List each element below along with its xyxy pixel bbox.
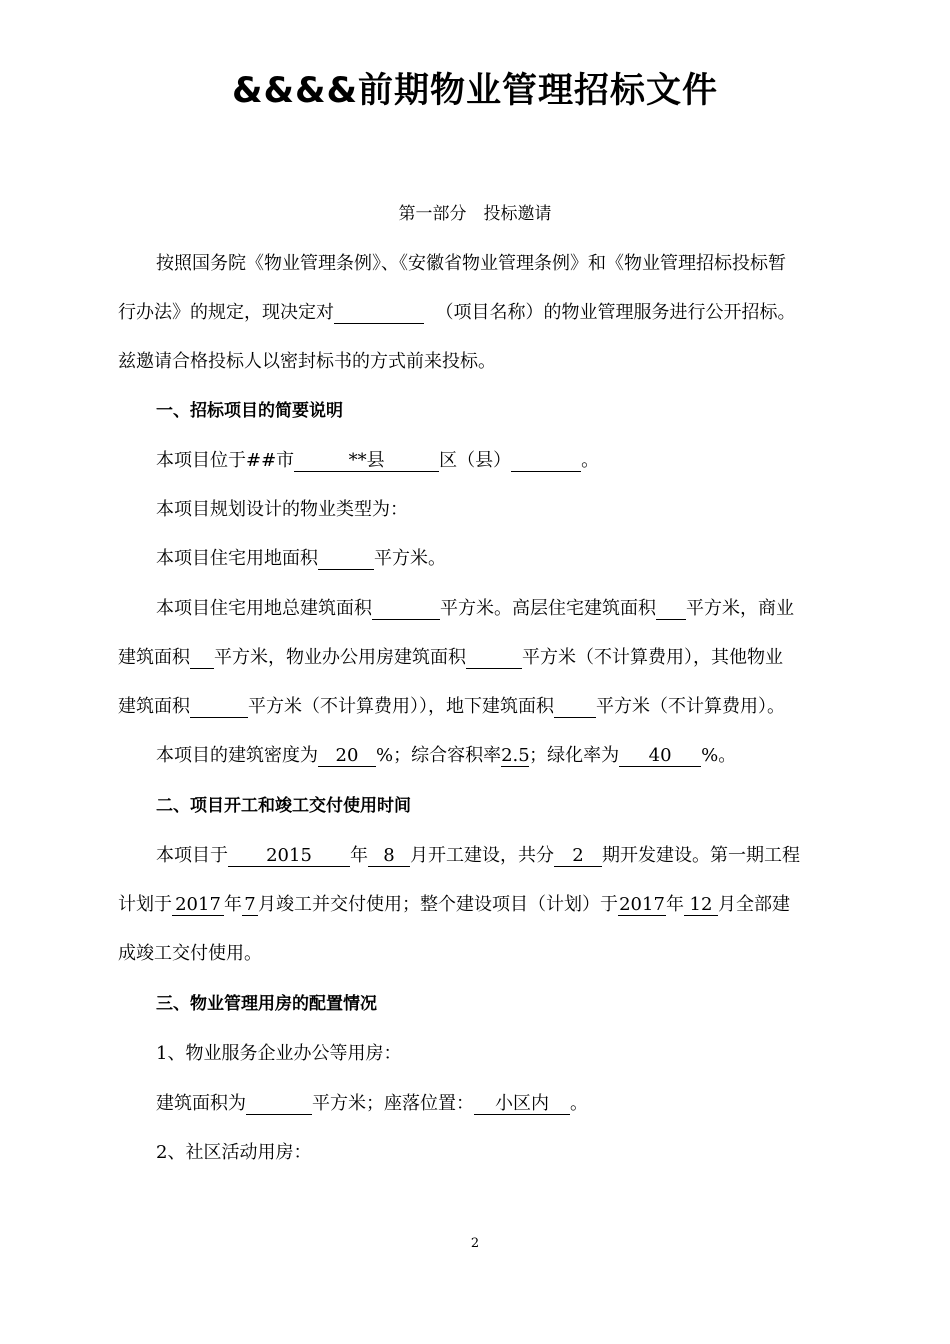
residential-land-blank — [318, 549, 374, 570]
document-title: &&&&前期物业管理招标文件 — [231, 71, 719, 111]
intro-line-3: 兹邀请合格投标人以密封标书的方式前来投标。 — [118, 351, 496, 372]
county-blank: **县 — [294, 451, 439, 472]
intro-line-1: 按照国务院《物业管理条例》、《安徽省物业管理条例》和《物业管理招标投标暂 — [156, 253, 786, 274]
schedule-line-1: 本项目于 2015 年 8 月开工建设，共分 2 期开发建设。第一期工程 — [156, 845, 800, 866]
completion-month-value: 12 — [684, 895, 718, 916]
district-blank — [511, 451, 581, 472]
start-year-value: 2015 — [228, 846, 350, 867]
schedule-line-3: 成竣工交付使用。 — [118, 943, 262, 964]
office-room-area-blank — [246, 1094, 312, 1115]
density-value: 20 — [318, 746, 376, 767]
highrise-area-blank — [656, 599, 686, 620]
density-line: 本项目的建筑密度为 20 %；综合容积率2.5；绿化率为 40 %。 — [156, 745, 737, 766]
residential-land-line: 本项目住宅用地面积 平方米。 — [156, 548, 446, 569]
total-area-blank — [372, 599, 440, 620]
location-line: 本项目位于##市 **县 区（县） 。 — [156, 450, 600, 471]
section-2-heading: 二、项目开工和竣工交付使用时间 — [156, 796, 411, 816]
schedule-line-2: 计划于 2017 年 7 月竣工并交付使用；整个建设项目（计划）于2017年 12 月全部建 — [118, 894, 790, 915]
office-room-item: 1、物业服务企业办公等用房： — [156, 1043, 402, 1064]
phase1-year-value: 2017 — [172, 895, 224, 916]
office-room-location: 小区内 — [474, 1094, 570, 1115]
underground-area-blank — [554, 697, 596, 718]
phases-value: 2 — [554, 846, 602, 867]
part-title: 第一部分 投标邀请 — [398, 204, 552, 224]
section-3-heading: 三、物业管理用房的配置情况 — [156, 994, 377, 1014]
building-area-line-3: 建筑面积 平方米（不计算费用）），地下建筑面积 平方米（不计算费用）。 — [118, 696, 785, 717]
property-type-line: 本项目规划设计的物业类型为： — [156, 499, 408, 520]
phase1-month-value: 7 — [242, 895, 258, 916]
section-1-heading: 一、招标项目的简要说明 — [156, 401, 343, 421]
completion-year-value: 2017 — [619, 894, 665, 915]
project-name-blank — [334, 303, 424, 324]
building-area-line-1: 本项目住宅用地总建筑面积 平方米。高层住宅建筑面积 平方米，商业 — [156, 598, 794, 619]
intro-line-2: 行办法》的规定，现决定对 （项目名称）的物业管理服务进行公开招标。 — [118, 302, 796, 323]
green-value: 40 — [619, 746, 701, 767]
far-value: 2.5 — [501, 745, 530, 766]
office-area-blank — [466, 648, 522, 669]
office-room-detail: 建筑面积为 平方米；座落位置： 小区内 。 — [156, 1093, 588, 1114]
other-area-blank — [190, 697, 248, 718]
start-month-value: 8 — [368, 846, 410, 867]
commercial-area-blank — [190, 648, 214, 669]
page-number: 2 — [470, 1236, 480, 1251]
building-area-line-2: 建筑面积 平方米，物业办公用房建筑面积 平方米（不计算费用），其他物业 — [118, 647, 783, 668]
community-room-item: 2、社区活动用房： — [156, 1142, 312, 1163]
